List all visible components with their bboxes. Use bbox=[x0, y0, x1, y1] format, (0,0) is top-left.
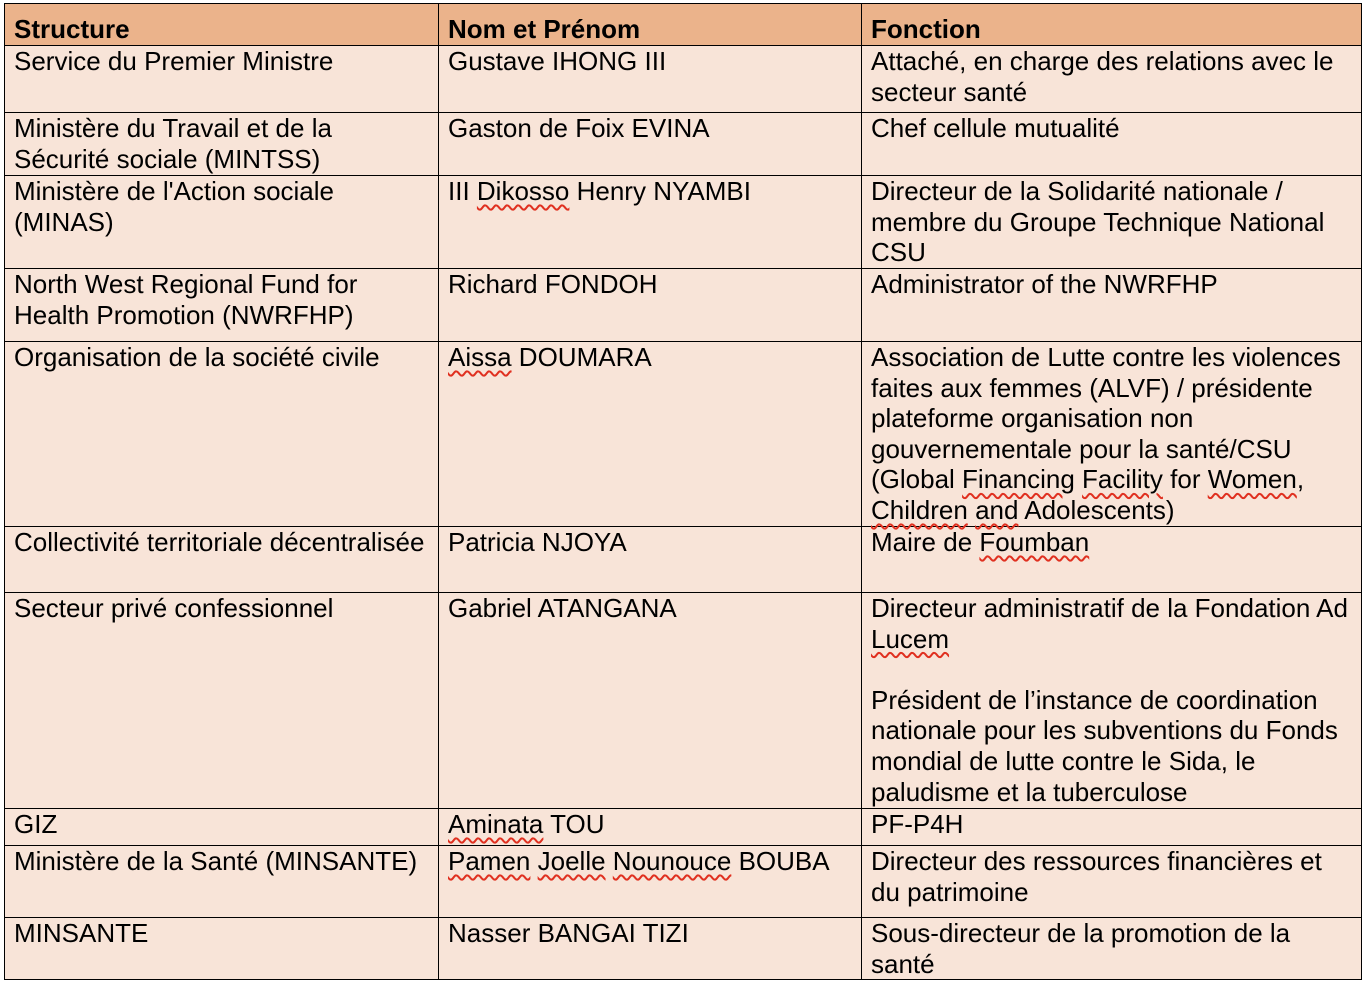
cell-structure: Secteur privé confessionnel bbox=[5, 593, 439, 809]
cell-name: III Dikosso Henry NYAMBI bbox=[439, 176, 862, 269]
cell-name: Gustave IHONG III bbox=[439, 46, 862, 113]
cell-fonction: Association de Lutte contre les violences faites aux femmes (ALVF) / présidente plateforme organisation non gouvernementale pour la santé/CSU (Global Financing Facility for Women, Children and Adolescents) bbox=[862, 342, 1362, 527]
cell-fonction: Attaché, en charge des relations avec le secteur santé bbox=[862, 46, 1362, 113]
table-row bbox=[5, 176, 1362, 269]
table-row bbox=[5, 342, 1362, 527]
table-row bbox=[5, 46, 1362, 113]
misspelled-word[interactable]: Children bbox=[871, 494, 968, 525]
cell-fonction: Directeur des ressources financières et du patrimoine bbox=[862, 846, 1362, 918]
table-row bbox=[5, 269, 1362, 342]
misspelled-word[interactable]: Lucem bbox=[871, 623, 950, 654]
cell-name: Aminata TOU bbox=[439, 809, 862, 846]
header-structure: Structure bbox=[5, 4, 439, 46]
cell-fonction: PF-P4H bbox=[862, 809, 1362, 846]
misspelled-word[interactable]: Nounouce bbox=[612, 846, 732, 876]
cell-structure: Ministère du Travail et de la Sécurité sociale (MINTSS) bbox=[5, 113, 439, 176]
members-table bbox=[4, 3, 1362, 980]
cell-structure: Collectivité territoriale décentralisée bbox=[5, 527, 439, 593]
header-row bbox=[5, 4, 1362, 46]
cell-structure: Ministère de l'Action sociale (MINAS) bbox=[5, 176, 439, 269]
cell-structure: GIZ bbox=[5, 809, 439, 846]
misspelled-word[interactable]: Facility bbox=[1082, 464, 1163, 495]
fonction-paragraph-2: Président de l’instance de coordination nationale pour les subventions du Fonds mondial de lutte contre le Sida, le paludisme et la tuberculose bbox=[871, 684, 1338, 807]
cell-name: Gaston de Foix EVINA bbox=[439, 113, 862, 176]
misspelled-word[interactable]: Dikosso bbox=[476, 176, 570, 206]
cell-name: Aissa DOUMARA bbox=[439, 342, 862, 527]
cell-structure: Ministère de la Santé (MINSANTE) bbox=[5, 846, 439, 918]
misspelled-word[interactable]: Financing bbox=[962, 464, 1075, 495]
cell-fonction bbox=[862, 593, 1362, 809]
cell-fonction: Directeur de la Solidarité nationale / membre du Groupe Technique National CSU bbox=[862, 176, 1362, 269]
table-row bbox=[5, 846, 1362, 918]
misspelled-word[interactable]: Aissa bbox=[448, 342, 512, 372]
misspelled-word[interactable]: Foumban bbox=[979, 527, 1090, 557]
header-fonction: Fonction bbox=[862, 4, 1362, 46]
cell-structure: MINSANTE bbox=[5, 918, 439, 980]
cell-fonction: Sous-directeur de la promotion de la santé bbox=[862, 918, 1362, 980]
cell-name: Pamen Joelle Nounouce BOUBA bbox=[439, 846, 862, 918]
cell-fonction: Chef cellule mutualité bbox=[862, 113, 1362, 176]
table-row bbox=[5, 593, 1362, 809]
cell-name: Patricia NJOYA bbox=[439, 527, 862, 593]
misspelled-word[interactable]: Aminata bbox=[448, 809, 544, 839]
table-row bbox=[5, 113, 1362, 176]
misspelled-word[interactable]: Women bbox=[1207, 464, 1297, 495]
header-name: Nom et Prénom bbox=[439, 4, 862, 46]
cell-structure: Service du Premier Ministre bbox=[5, 46, 439, 113]
cell-fonction: Administrator of the NWRFHP bbox=[862, 269, 1362, 342]
cell-structure: Organisation de la société civile bbox=[5, 342, 439, 527]
cell-name: Richard FONDOH bbox=[439, 269, 862, 342]
misspelled-word[interactable]: Joelle bbox=[537, 846, 606, 876]
cell-fonction: Maire de Foumban bbox=[862, 527, 1362, 593]
table-row bbox=[5, 809, 1362, 846]
cell-structure: North West Regional Fund for Health Promotion (NWRFHP) bbox=[5, 269, 439, 342]
misspelled-word[interactable]: and bbox=[975, 494, 1019, 525]
table-row bbox=[5, 918, 1362, 980]
table-row bbox=[5, 527, 1362, 593]
misspelled-word[interactable]: Pamen bbox=[448, 846, 531, 876]
cell-name: Gabriel ATANGANA bbox=[439, 593, 862, 809]
fonction-paragraph-1: Directeur administratif de la Fondation Ad Lucem bbox=[871, 593, 1348, 654]
paragraph-gap bbox=[871, 654, 1353, 685]
cell-name: Nasser BANGAI TIZI bbox=[439, 918, 862, 980]
